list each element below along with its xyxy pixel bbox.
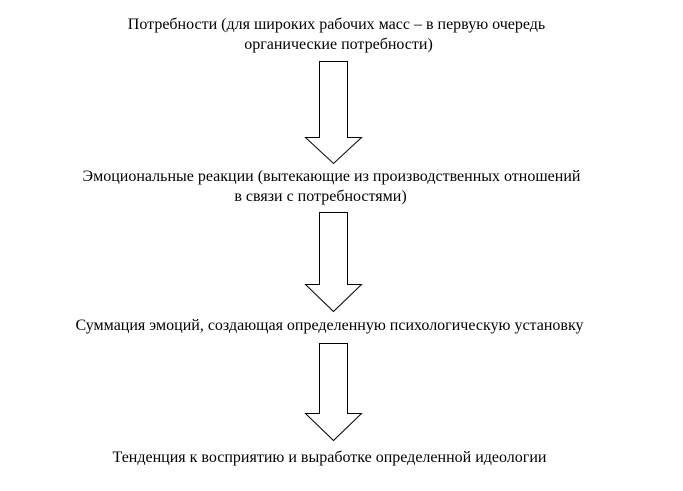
- node-emotional-reactions-line-2: в связи с потребностями): [234, 188, 407, 205]
- node-ideology-tendency-line-1: Тенденция к восприятию и выработке определенной идеологии: [112, 449, 547, 466]
- node-emotional-reactions-line-1: Эмоциональные реакции (вытекающие из производственных отношений: [82, 168, 581, 185]
- down-arrow-3-icon: [306, 344, 362, 441]
- down-arrow-2-icon: [306, 213, 362, 312]
- down-arrow-1-icon: [306, 62, 362, 164]
- node-needs-line-1: Потребности (для широких рабочих масс – в первую очередь: [127, 16, 546, 33]
- node-emotion-summation-line-1: Суммация эмоций, создающая определенную психологическую установку: [75, 317, 584, 334]
- node-needs-line-2: органические потребности): [244, 36, 433, 53]
